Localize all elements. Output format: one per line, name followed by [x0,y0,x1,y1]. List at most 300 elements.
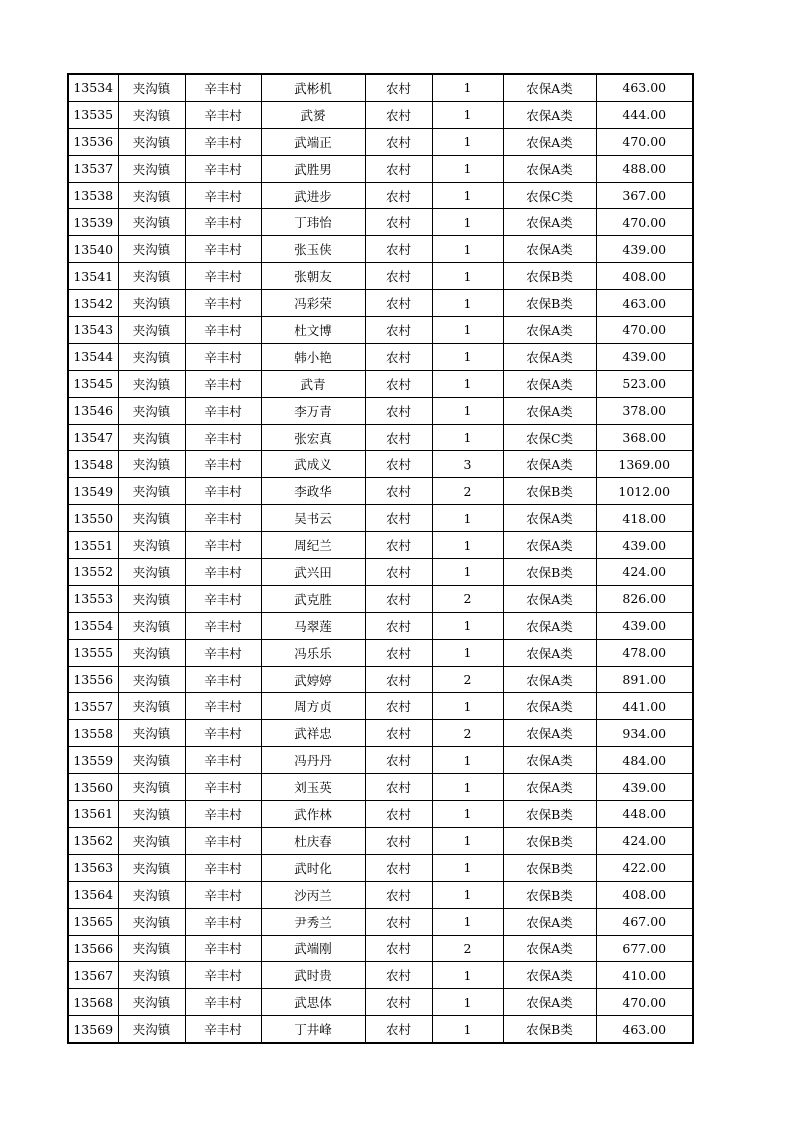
serial-number-cell: 13552 [68,559,118,586]
name-cell: 周纪兰 [261,532,365,559]
name-cell: 武祥忠 [261,720,365,747]
name-cell: 杜文博 [261,317,365,344]
town-cell: 夹沟镇 [118,478,185,505]
amount-cell: 463.00 [596,290,693,317]
village-cell: 辛丰村 [185,343,261,370]
member-count-cell: 1 [432,559,503,586]
village-cell: 辛丰村 [185,612,261,639]
member-count-cell: 2 [432,666,503,693]
town-cell: 夹沟镇 [118,774,185,801]
table-row [68,989,693,1016]
name-cell: 李万青 [261,397,365,424]
name-cell: 武作林 [261,801,365,828]
name-cell: 沙丙兰 [261,881,365,908]
amount-cell: 467.00 [596,908,693,935]
category-cell: 农保A类 [503,962,596,989]
serial-number-cell: 13542 [68,290,118,317]
table-row [68,317,693,344]
village-cell: 辛丰村 [185,505,261,532]
member-count-cell: 1 [432,962,503,989]
category-cell: 农保A类 [503,747,596,774]
village-cell: 辛丰村 [185,74,261,101]
village-cell: 辛丰村 [185,881,261,908]
village-cell: 辛丰村 [185,236,261,263]
table-row [68,612,693,639]
town-cell: 夹沟镇 [118,585,185,612]
serial-number-cell: 13546 [68,397,118,424]
household-type-cell: 农村 [365,209,432,236]
category-cell: 农保B类 [503,801,596,828]
village-cell: 辛丰村 [185,209,261,236]
amount-cell: 891.00 [596,666,693,693]
village-cell: 辛丰村 [185,801,261,828]
village-cell: 辛丰村 [185,935,261,962]
table-row [68,827,693,854]
name-cell: 张玉侠 [261,236,365,263]
household-type-cell: 农村 [365,612,432,639]
serial-number-cell: 13550 [68,505,118,532]
member-count-cell: 1 [432,505,503,532]
town-cell: 夹沟镇 [118,827,185,854]
name-cell: 张宏真 [261,424,365,451]
name-cell: 刘玉英 [261,774,365,801]
amount-cell: 439.00 [596,236,693,263]
village-cell: 辛丰村 [185,101,261,128]
name-cell: 张朝友 [261,263,365,290]
serial-number-cell: 13543 [68,317,118,344]
amount-cell: 826.00 [596,585,693,612]
category-cell: 农保B类 [503,559,596,586]
name-cell: 冯彩荣 [261,290,365,317]
table-row [68,881,693,908]
name-cell: 杜庆春 [261,827,365,854]
category-cell: 农保C类 [503,424,596,451]
table-row [68,370,693,397]
category-cell: 农保A类 [503,693,596,720]
category-cell: 农保A类 [503,532,596,559]
name-cell: 武端正 [261,128,365,155]
name-cell: 周方贞 [261,693,365,720]
serial-number-cell: 13560 [68,774,118,801]
serial-number-cell: 13548 [68,451,118,478]
name-cell: 武赟 [261,101,365,128]
serial-number-cell: 13561 [68,801,118,828]
serial-number-cell: 13554 [68,612,118,639]
town-cell: 夹沟镇 [118,989,185,1016]
household-type-cell: 农村 [365,1016,432,1043]
village-cell: 辛丰村 [185,989,261,1016]
name-cell: 武思体 [261,989,365,1016]
serial-number-cell: 13569 [68,1016,118,1043]
household-type-cell: 农村 [365,290,432,317]
amount-cell: 422.00 [596,854,693,881]
member-count-cell: 1 [432,101,503,128]
household-type-cell: 农村 [365,317,432,344]
amount-cell: 463.00 [596,74,693,101]
amount-cell: 444.00 [596,101,693,128]
member-count-cell: 1 [432,532,503,559]
town-cell: 夹沟镇 [118,693,185,720]
amount-cell: 439.00 [596,612,693,639]
member-count-cell: 1 [432,209,503,236]
village-cell: 辛丰村 [185,478,261,505]
category-cell: 农保A类 [503,236,596,263]
serial-number-cell: 13556 [68,666,118,693]
village-cell: 辛丰村 [185,397,261,424]
table-row [68,532,693,559]
table-row [68,155,693,182]
category-cell: 农保B类 [503,478,596,505]
household-type-cell: 农村 [365,505,432,532]
household-type-cell: 农村 [365,801,432,828]
table-row [68,935,693,962]
serial-number-cell: 13557 [68,693,118,720]
serial-number-cell: 13562 [68,827,118,854]
household-type-cell: 农村 [365,370,432,397]
name-cell: 冯丹丹 [261,747,365,774]
category-cell: 农保A类 [503,317,596,344]
village-cell: 辛丰村 [185,290,261,317]
table-row [68,666,693,693]
name-cell: 丁玮怡 [261,209,365,236]
town-cell: 夹沟镇 [118,881,185,908]
serial-number-cell: 13534 [68,74,118,101]
member-count-cell: 1 [432,774,503,801]
name-cell: 冯乐乐 [261,639,365,666]
table-row [68,182,693,209]
member-count-cell: 1 [432,155,503,182]
member-count-cell: 1 [432,182,503,209]
category-cell: 农保A类 [503,666,596,693]
amount-cell: 418.00 [596,505,693,532]
category-cell: 农保A类 [503,505,596,532]
category-cell: 农保A类 [503,209,596,236]
category-cell: 农保A类 [503,989,596,1016]
serial-number-cell: 13539 [68,209,118,236]
serial-number-cell: 13545 [68,370,118,397]
household-type-cell: 农村 [365,397,432,424]
category-cell: 农保A类 [503,74,596,101]
town-cell: 夹沟镇 [118,74,185,101]
household-type-cell: 农村 [365,774,432,801]
table-row [68,343,693,370]
table-row [68,720,693,747]
town-cell: 夹沟镇 [118,559,185,586]
serial-number-cell: 13537 [68,155,118,182]
member-count-cell: 1 [432,397,503,424]
member-count-cell: 1 [432,317,503,344]
name-cell: 马翠莲 [261,612,365,639]
member-count-cell: 1 [432,854,503,881]
village-cell: 辛丰村 [185,639,261,666]
household-type-cell: 农村 [365,747,432,774]
village-cell: 辛丰村 [185,585,261,612]
village-cell: 辛丰村 [185,370,261,397]
name-cell: 武进步 [261,182,365,209]
name-cell: 武兴田 [261,559,365,586]
amount-cell: 1369.00 [596,451,693,478]
category-cell: 农保A类 [503,774,596,801]
member-count-cell: 1 [432,370,503,397]
serial-number-cell: 13536 [68,128,118,155]
serial-number-cell: 13566 [68,935,118,962]
household-type-cell: 农村 [365,908,432,935]
village-cell: 辛丰村 [185,532,261,559]
town-cell: 夹沟镇 [118,612,185,639]
table-row [68,236,693,263]
village-cell: 辛丰村 [185,559,261,586]
village-cell: 辛丰村 [185,263,261,290]
household-type-cell: 农村 [365,236,432,263]
member-count-cell: 1 [432,693,503,720]
amount-cell: 478.00 [596,639,693,666]
town-cell: 夹沟镇 [118,155,185,182]
town-cell: 夹沟镇 [118,424,185,451]
member-count-cell: 1 [432,639,503,666]
category-cell: 农保B类 [503,881,596,908]
amount-cell: 934.00 [596,720,693,747]
amount-cell: 410.00 [596,962,693,989]
household-type-cell: 农村 [365,182,432,209]
amount-cell: 484.00 [596,747,693,774]
amount-cell: 523.00 [596,370,693,397]
member-count-cell: 1 [432,263,503,290]
name-cell: 武青 [261,370,365,397]
table-row [68,128,693,155]
serial-number-cell: 13549 [68,478,118,505]
name-cell: 武端刚 [261,935,365,962]
member-count-cell: 1 [432,827,503,854]
member-count-cell: 1 [432,989,503,1016]
member-count-cell: 1 [432,1016,503,1043]
town-cell: 夹沟镇 [118,343,185,370]
household-type-cell: 农村 [365,881,432,908]
member-count-cell: 1 [432,612,503,639]
serial-number-cell: 13564 [68,881,118,908]
table-row [68,747,693,774]
table-row [68,585,693,612]
village-cell: 辛丰村 [185,155,261,182]
amount-cell: 470.00 [596,317,693,344]
town-cell: 夹沟镇 [118,128,185,155]
village-cell: 辛丰村 [185,908,261,935]
category-cell: 农保B类 [503,854,596,881]
village-cell: 辛丰村 [185,720,261,747]
name-cell: 武彬机 [261,74,365,101]
member-count-cell: 1 [432,908,503,935]
household-type-cell: 农村 [365,935,432,962]
town-cell: 夹沟镇 [118,532,185,559]
member-count-cell: 1 [432,74,503,101]
household-type-cell: 农村 [365,989,432,1016]
town-cell: 夹沟镇 [118,639,185,666]
serial-number-cell: 13568 [68,989,118,1016]
town-cell: 夹沟镇 [118,397,185,424]
category-cell: 农保A类 [503,101,596,128]
village-cell: 辛丰村 [185,747,261,774]
village-cell: 辛丰村 [185,424,261,451]
table-row [68,397,693,424]
category-cell: 农保A类 [503,397,596,424]
household-type-cell: 农村 [365,559,432,586]
table-row [68,74,693,101]
household-type-cell: 农村 [365,962,432,989]
member-count-cell: 1 [432,290,503,317]
serial-number-cell: 13540 [68,236,118,263]
category-cell: 农保B类 [503,827,596,854]
serial-number-cell: 13555 [68,639,118,666]
household-type-cell: 农村 [365,693,432,720]
category-cell: 农保A类 [503,935,596,962]
category-cell: 农保A类 [503,612,596,639]
amount-cell: 378.00 [596,397,693,424]
serial-number-cell: 13559 [68,747,118,774]
category-cell: 农保A类 [503,908,596,935]
town-cell: 夹沟镇 [118,747,185,774]
amount-cell: 439.00 [596,774,693,801]
household-type-cell: 农村 [365,666,432,693]
name-cell: 武克胜 [261,585,365,612]
category-cell: 农保A类 [503,155,596,182]
table-row [68,424,693,451]
household-type-cell: 农村 [365,532,432,559]
serial-number-cell: 13544 [68,343,118,370]
town-cell: 夹沟镇 [118,666,185,693]
village-cell: 辛丰村 [185,827,261,854]
town-cell: 夹沟镇 [118,209,185,236]
member-count-cell: 1 [432,881,503,908]
household-type-cell: 农村 [365,478,432,505]
table-row [68,505,693,532]
serial-number-cell: 13547 [68,424,118,451]
serial-number-cell: 13563 [68,854,118,881]
amount-cell: 470.00 [596,209,693,236]
table-row [68,801,693,828]
town-cell: 夹沟镇 [118,505,185,532]
category-cell: 农保B类 [503,263,596,290]
village-cell: 辛丰村 [185,451,261,478]
town-cell: 夹沟镇 [118,182,185,209]
village-cell: 辛丰村 [185,962,261,989]
table-row [68,478,693,505]
village-cell: 辛丰村 [185,666,261,693]
town-cell: 夹沟镇 [118,962,185,989]
serial-number-cell: 13538 [68,182,118,209]
table-row [68,774,693,801]
town-cell: 夹沟镇 [118,236,185,263]
household-type-cell: 农村 [365,451,432,478]
category-cell: 农保A类 [503,451,596,478]
village-cell: 辛丰村 [185,854,261,881]
category-cell: 农保A类 [503,639,596,666]
amount-cell: 368.00 [596,424,693,451]
table-row [68,962,693,989]
serial-number-cell: 13558 [68,720,118,747]
household-type-cell: 农村 [365,585,432,612]
table-row [68,1016,693,1043]
table-row [68,639,693,666]
name-cell: 武时贵 [261,962,365,989]
town-cell: 夹沟镇 [118,854,185,881]
household-type-cell: 农村 [365,424,432,451]
table-row [68,854,693,881]
member-count-cell: 1 [432,343,503,370]
amount-cell: 677.00 [596,935,693,962]
name-cell: 吴书云 [261,505,365,532]
amount-cell: 463.00 [596,1016,693,1043]
name-cell: 武时化 [261,854,365,881]
member-count-cell: 1 [432,128,503,155]
serial-number-cell: 13551 [68,532,118,559]
town-cell: 夹沟镇 [118,290,185,317]
member-count-cell: 2 [432,935,503,962]
amount-cell: 408.00 [596,881,693,908]
town-cell: 夹沟镇 [118,370,185,397]
table-row [68,101,693,128]
table-row [68,693,693,720]
village-cell: 辛丰村 [185,1016,261,1043]
name-cell: 丁井峰 [261,1016,365,1043]
serial-number-cell: 13541 [68,263,118,290]
village-cell: 辛丰村 [185,693,261,720]
category-cell: 农保A类 [503,370,596,397]
town-cell: 夹沟镇 [118,451,185,478]
town-cell: 夹沟镇 [118,101,185,128]
amount-cell: 1012.00 [596,478,693,505]
household-type-cell: 农村 [365,74,432,101]
category-cell: 农保A类 [503,128,596,155]
name-cell: 李政华 [261,478,365,505]
serial-number-cell: 13567 [68,962,118,989]
town-cell: 夹沟镇 [118,1016,185,1043]
amount-cell: 448.00 [596,801,693,828]
household-type-cell: 农村 [365,155,432,182]
amount-cell: 424.00 [596,827,693,854]
village-cell: 辛丰村 [185,128,261,155]
amount-cell: 439.00 [596,532,693,559]
village-cell: 辛丰村 [185,182,261,209]
village-cell: 辛丰村 [185,317,261,344]
table-row [68,559,693,586]
name-cell: 韩小艳 [261,343,365,370]
member-count-cell: 1 [432,801,503,828]
name-cell: 武成义 [261,451,365,478]
table-row [68,451,693,478]
household-type-cell: 农村 [365,639,432,666]
amount-cell: 470.00 [596,128,693,155]
name-cell: 武胜男 [261,155,365,182]
village-cell: 辛丰村 [185,774,261,801]
town-cell: 夹沟镇 [118,801,185,828]
category-cell: 农保C类 [503,182,596,209]
amount-cell: 367.00 [596,182,693,209]
amount-cell: 408.00 [596,263,693,290]
amount-cell: 439.00 [596,343,693,370]
member-count-cell: 2 [432,478,503,505]
category-cell: 农保A类 [503,585,596,612]
name-cell: 武婷婷 [261,666,365,693]
table-body [68,74,693,1043]
member-count-cell: 1 [432,236,503,263]
member-count-cell: 1 [432,747,503,774]
category-cell: 农保A类 [503,720,596,747]
table-row [68,263,693,290]
category-cell: 农保B类 [503,1016,596,1043]
town-cell: 夹沟镇 [118,263,185,290]
member-count-cell: 2 [432,720,503,747]
amount-cell: 470.00 [596,989,693,1016]
town-cell: 夹沟镇 [118,720,185,747]
